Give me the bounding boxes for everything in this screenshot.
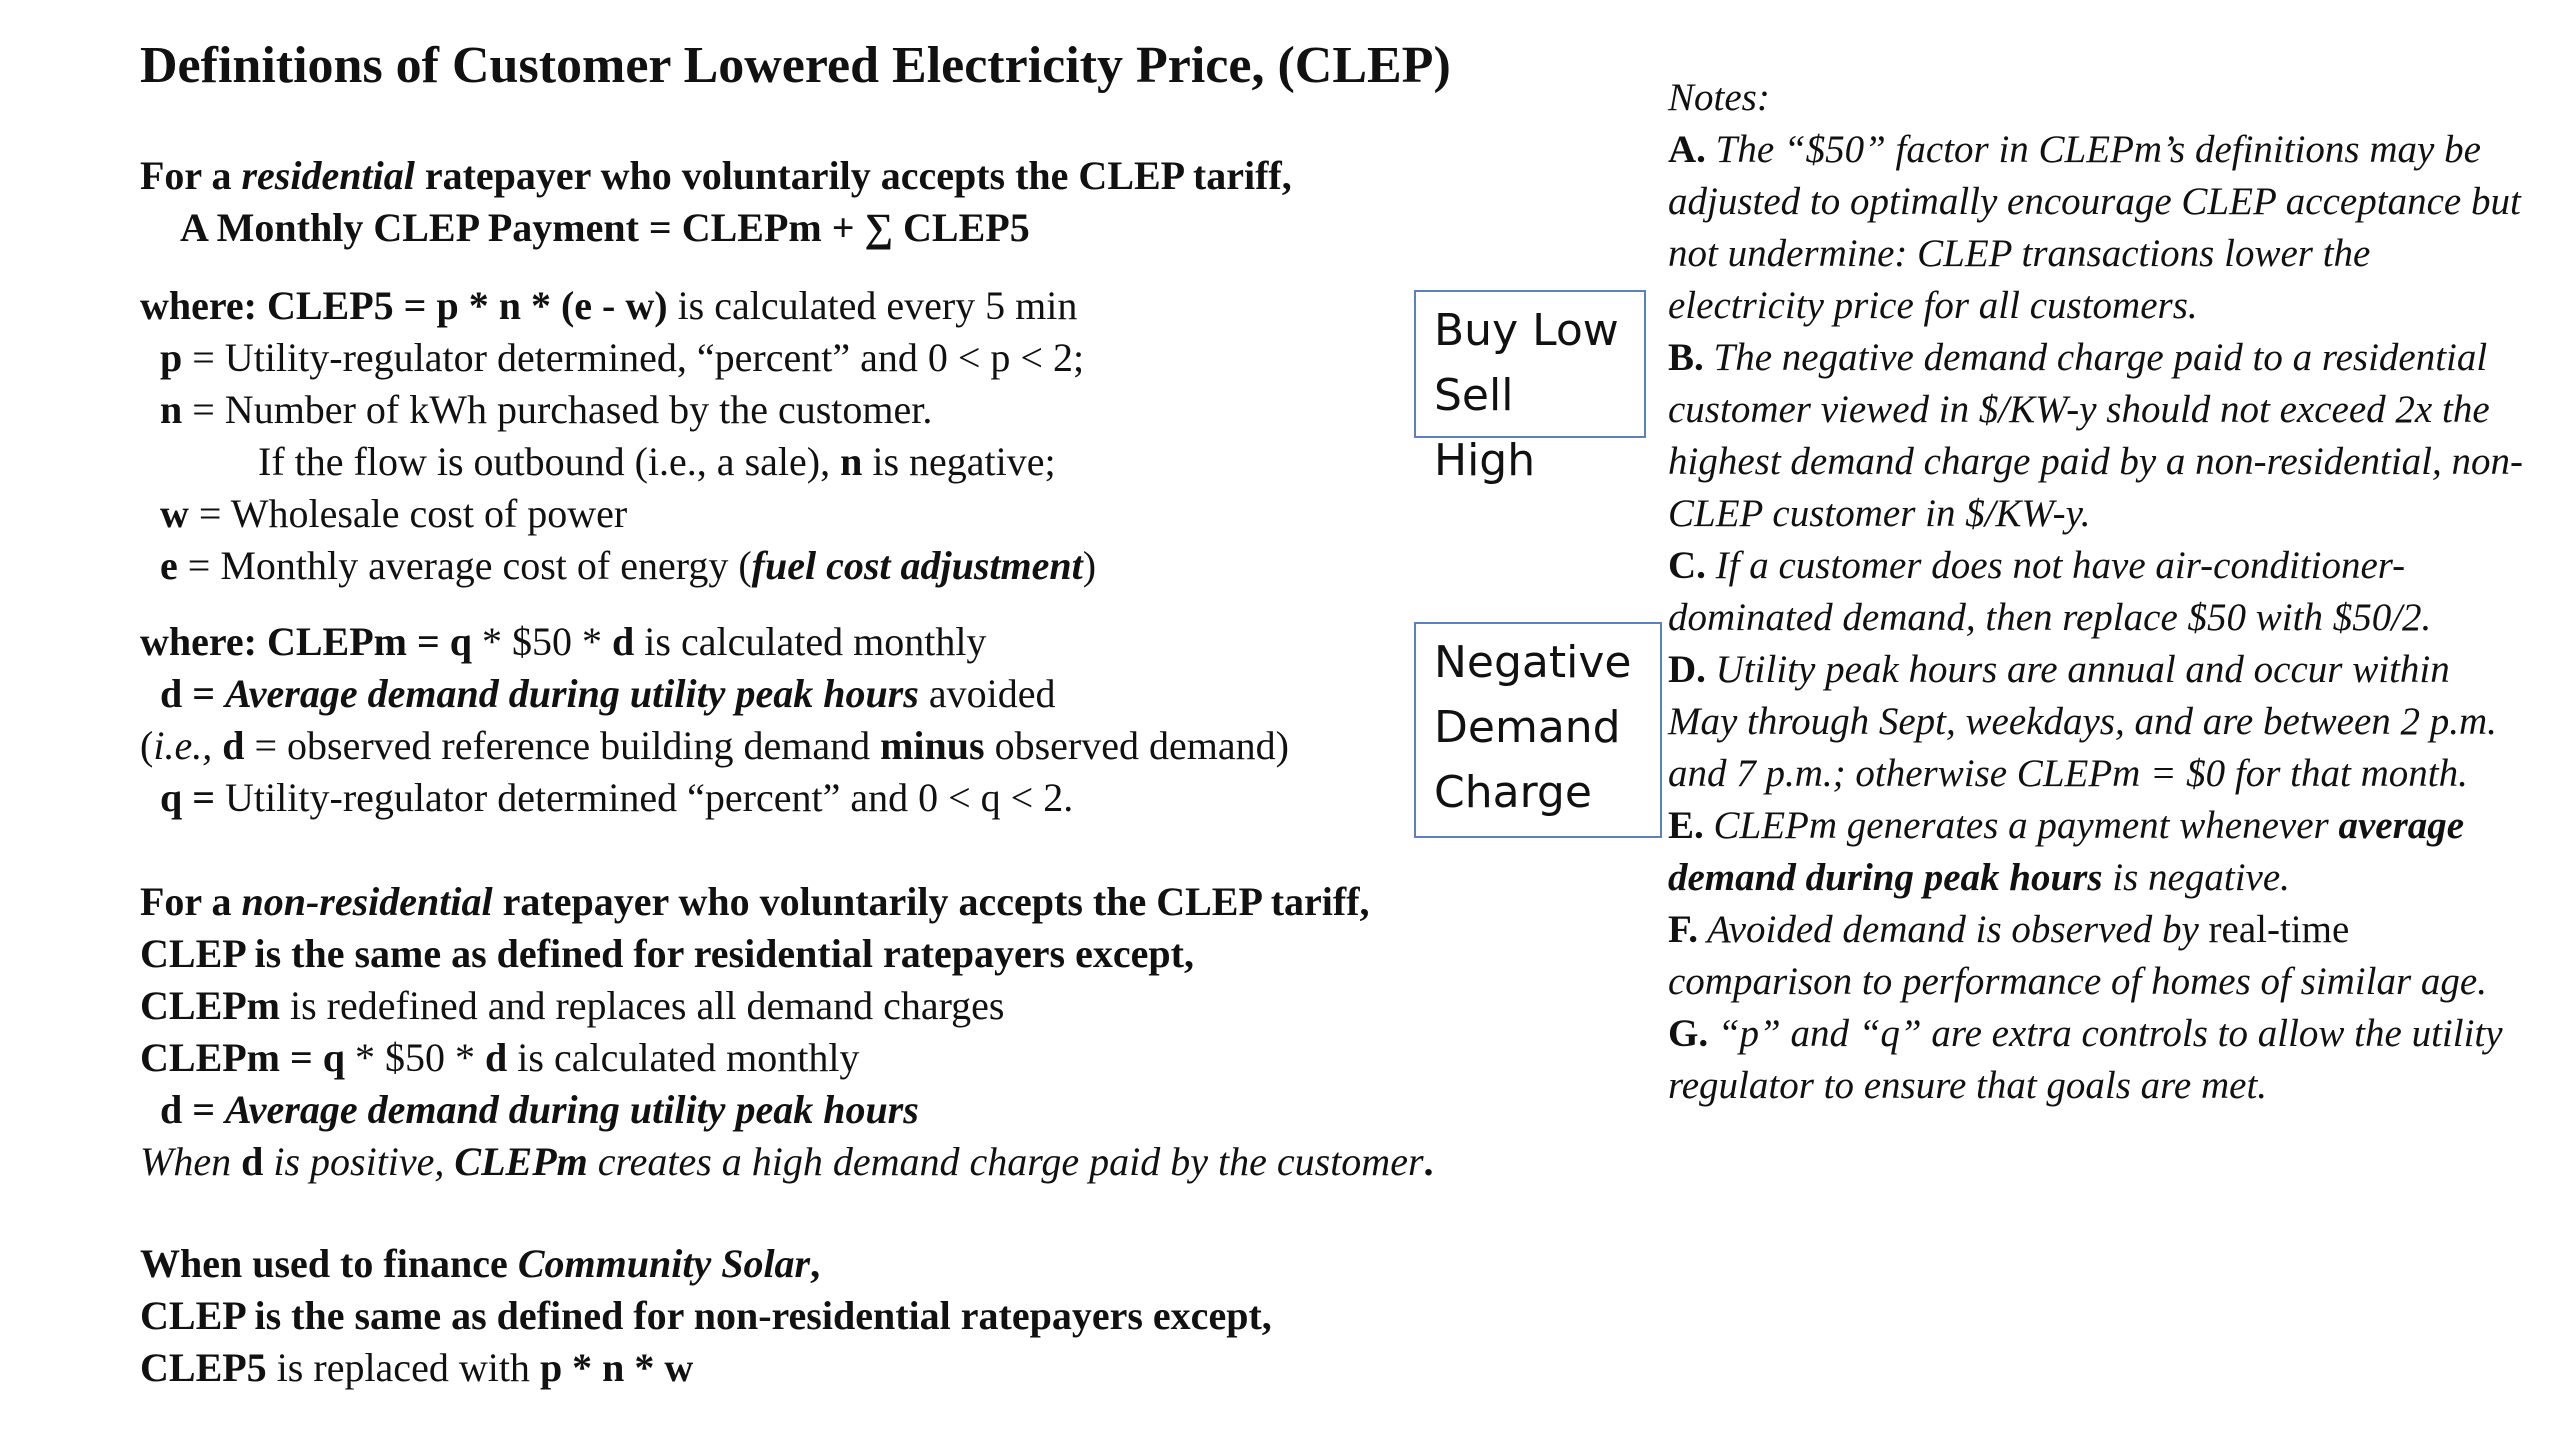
text: d [222, 723, 245, 768]
text: ) [1082, 543, 1097, 588]
text: fuel cost adjustment [751, 543, 1083, 588]
clepm-formula [140, 616, 986, 668]
text: = observed reference building demand [244, 723, 881, 768]
text: . [1423, 1139, 1434, 1184]
residential-intro [140, 150, 1292, 202]
text: CLEPm [454, 1139, 588, 1184]
def-e [160, 540, 1096, 592]
text: If a customer does not have air-conditioner-dominated demand, then replace $50 with $50/2. [1668, 544, 2432, 639]
note-b [1668, 332, 2528, 540]
text: D. [1668, 648, 1706, 691]
text: C. [1668, 544, 1706, 587]
text: CLEPm [140, 983, 280, 1028]
text: comparison to performance of homes of similar age. [1668, 960, 2487, 1003]
nonresidential-clepm-formula [140, 1032, 859, 1084]
text: Utility-regulator determined “percent” and 0 < q < 2. [225, 775, 1074, 820]
text: d [612, 619, 635, 664]
text: A. [1668, 128, 1706, 171]
text: is negative; [862, 439, 1056, 484]
nonresidential-intro [140, 876, 1370, 928]
box-line: Demand [1434, 702, 1621, 753]
box-line: Buy Low [1434, 305, 1619, 356]
outbound-note [258, 436, 1056, 488]
text: The negative demand charge paid to a residential customer viewed in $/KW-y should not exceed 2x the highest demand charge paid by a non-residential, non-CLEP customer in $/KW-y. [1668, 336, 2523, 535]
text: creates a high demand charge paid by the customer [587, 1139, 1424, 1184]
text: is replaced with [266, 1345, 540, 1390]
def-w [160, 488, 627, 540]
text: n [840, 439, 863, 484]
text: , [810, 1241, 821, 1286]
note-g [1668, 1008, 2528, 1112]
text: * $50 * [472, 619, 613, 664]
def-d-ie [140, 720, 1289, 772]
text: d = [160, 1087, 226, 1132]
text: real-time [2208, 908, 2350, 951]
box-line: Negative [1434, 637, 1632, 688]
text: d [241, 1139, 264, 1184]
text: If the flow is outbound (i.e., a sale), [258, 439, 841, 484]
text [212, 723, 222, 768]
text: Average demand during utility peak hours [225, 1087, 919, 1132]
text: is redefined and replaces all demand charges [280, 983, 1005, 1028]
text: observed demand) [984, 723, 1289, 768]
text: = Wholesale cost of power [188, 491, 628, 536]
note-e [1668, 800, 2528, 904]
monthly-payment-formula: A Monthly CLEP Payment = CLEPm + ∑ CLEP5 [180, 205, 1030, 250]
text: w [160, 491, 189, 536]
note-c [1668, 540, 2528, 644]
text: e [160, 543, 178, 588]
text: residential [241, 153, 415, 198]
text: Avoided demand is observed by [1698, 908, 2209, 951]
text: = Number of kWh purchased by the customer. [182, 387, 933, 432]
text: is positive, [263, 1139, 455, 1184]
text: minus [880, 723, 985, 768]
page-title: Definitions of Customer Lowered Electricity Price, (CLEP) [140, 37, 1451, 94]
text: is calculated monthly [507, 1035, 860, 1080]
text: q = [160, 775, 226, 820]
community-intro [140, 1238, 820, 1290]
community-replace [140, 1342, 693, 1394]
nonresidential-when-note [140, 1136, 1434, 1188]
text: G. [1668, 1012, 1709, 1055]
text: p [160, 335, 183, 380]
text: is calculated every 5 min [667, 283, 1078, 328]
text: = Utility-regulator determined, “percent” and 0 < p < 2; [182, 335, 1085, 380]
clep5-formula [140, 280, 1077, 332]
text: : CLEP5 = p * n * (e - w) [243, 283, 668, 328]
nonresidential-same: CLEP is the same as defined for residential ratepayers except, [140, 931, 1194, 976]
notes-heading: Notes: [1668, 76, 1770, 119]
clepm-redefined [140, 980, 1005, 1032]
text: average demand during peak hours [1668, 804, 2465, 899]
text: CLEPm = [140, 1035, 323, 1080]
text: = Monthly average cost of energy ( [177, 543, 752, 588]
text: CLEPm generates a payment whenever [1703, 804, 2339, 847]
note-f [1668, 904, 2528, 1008]
text: B. [1668, 336, 1704, 379]
text: CLEP5 [140, 1345, 267, 1390]
text: When used to finance [140, 1241, 518, 1286]
community-same: CLEP is the same as defined for non-residential ratepayers except, [140, 1293, 1272, 1338]
text: i.e., [153, 723, 213, 768]
text: F. [1668, 908, 1698, 951]
def-p [160, 332, 1084, 384]
nonresidential-def-d [160, 1084, 919, 1136]
text: ratepayer who voluntarily accepts the CLEP tariff, [414, 153, 1292, 198]
text: E. [1668, 804, 1704, 847]
text: : CLEPm = [243, 619, 450, 664]
text: p * n * w [539, 1345, 694, 1390]
text: Utility peak hours are annual and occur within May through Sept, weekdays, and are between 2 p.m. and 7 p.m.; otherwise CLEPm = $0 for that month. [1668, 648, 2497, 795]
def-d [160, 668, 1055, 720]
note-a [1668, 124, 2528, 332]
text: ratepayer who voluntarily accepts the CLEP tariff, [492, 879, 1370, 924]
box-line: Sell High [1434, 370, 1536, 486]
text: When [140, 1139, 242, 1184]
text: Community Solar [517, 1241, 811, 1286]
text: “p” and “q” are extra controls to allow the utility regulator to ensure that goals are met. [1668, 1012, 2503, 1107]
note-d [1668, 644, 2528, 800]
text: The “$50” factor in CLEPm’s definitions may be adjusted to optimally encourage CLEP acceptance but not undermine: CLEP transactions lower the electricity price for all customers. [1668, 128, 2521, 327]
notes-panel [1668, 72, 2528, 1112]
text: where [140, 283, 244, 328]
text: ( [140, 723, 154, 768]
buy-low-sell-high-box [1414, 290, 1646, 486]
text: d [485, 1035, 508, 1080]
text: is negative. [2102, 856, 2290, 899]
text: where [140, 619, 244, 664]
def-q [160, 772, 1073, 824]
negative-demand-charge-box [1414, 622, 1662, 838]
text: q [449, 619, 473, 664]
def-n [160, 384, 932, 436]
text: q [322, 1035, 346, 1080]
text: For a [140, 879, 242, 924]
text: Average demand during utility peak hours [225, 671, 919, 716]
text: non-residential [241, 879, 493, 924]
text: For a [140, 153, 242, 198]
text: d = [160, 671, 226, 716]
text: avoided [918, 671, 1056, 716]
box-line: Charge [1434, 767, 1592, 818]
text: * $50 * [345, 1035, 486, 1080]
text: is calculated monthly [634, 619, 987, 664]
text: n [160, 387, 183, 432]
